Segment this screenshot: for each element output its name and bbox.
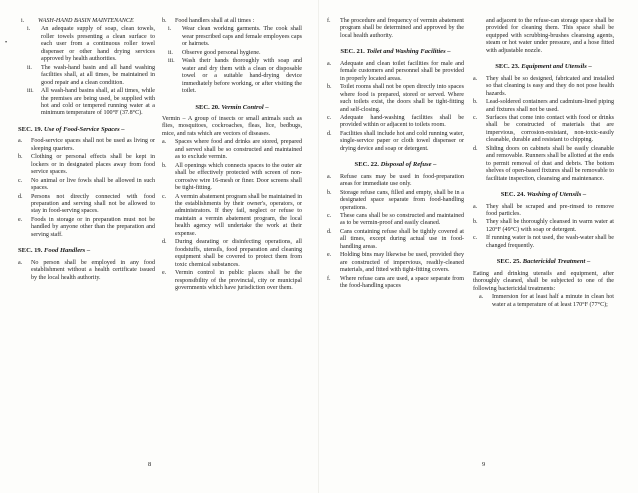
list-item	[18, 26, 155, 63]
section-number: SEC. 19.	[18, 125, 43, 133]
list-item	[327, 213, 464, 228]
section-heading-sec25	[473, 258, 614, 265]
item-marker: iii.	[27, 88, 34, 95]
list-item	[18, 260, 155, 282]
left-page-column-2	[162, 18, 302, 293]
item-text: Storage refuse cans, filled and empty, shall be in a designated space separate from food-handling operations.	[340, 189, 464, 211]
section-heading-sec19-food-handlers	[18, 247, 155, 254]
item-text: Persons not directly connected with food preparation and serving shall not be allowed to stay in food-serving spaces.	[31, 193, 155, 215]
list-item	[473, 115, 614, 145]
list-item	[473, 219, 614, 234]
list-item	[473, 76, 614, 98]
item-marker: a.	[479, 294, 484, 301]
list-item	[327, 252, 464, 274]
section-heading-sec19	[18, 126, 155, 133]
list-item	[162, 270, 302, 292]
list-item	[162, 163, 302, 193]
item-text: An adequate supply of soap, clean towels, roller towels presenting a clean surface to each user from a continuous roller towel dispenser or other hand drying services approved by health authorities.	[41, 26, 155, 63]
item-marker: iii.	[168, 58, 175, 65]
list-item	[473, 235, 614, 250]
section-number: SEC. 22.	[354, 161, 379, 169]
list-item	[327, 131, 464, 153]
item-marker: c.	[327, 212, 332, 219]
wash-hand-items	[18, 26, 155, 117]
item-text: Cans containing refuse shall be tightly covered at all times, except during actual use in food-handling areas.	[340, 228, 464, 250]
item-marker: f.	[327, 18, 331, 24]
item-text: Where refuse cans are used, a space separate from the food-handling spaces	[340, 275, 464, 290]
item-text: Lead-soldered containers and cadmium-lined piping and fixtures shall not be used.	[486, 99, 614, 113]
section-intro: Eating and drinking utensils and equipment, after thoroughly cleaned, shall be subjected to one of the following bactericidal treatments:	[473, 270, 614, 292]
list-item	[327, 190, 464, 212]
left-page-column-1	[18, 18, 155, 283]
page-number: 9	[482, 461, 486, 468]
item-text: All openings which connects spaces to the outer air shall be effectively protected with screen of non-corrosive wire 16-mesh or finer. Door screens shall be tight-fitting.	[175, 162, 302, 192]
list-item	[327, 61, 464, 83]
page-gutter	[318, 0, 319, 493]
item-marker: e.	[18, 216, 23, 223]
section-title: WASH-HAND BASIN MAINTENANCE	[38, 18, 134, 24]
section-title: Bactericidal Treatment –	[522, 258, 591, 266]
item-text: No animal or live fowls shall be allowed in such spaces.	[31, 177, 155, 192]
wash-hand-section	[18, 18, 155, 25]
list-item	[327, 174, 464, 189]
list-item	[327, 84, 464, 114]
item-text: Holding bins may likewise be used, provided they are constructed of impervious, readily-cleaned materials, and fitted with tight-fitting covers.	[340, 252, 464, 274]
item-marker: a.	[18, 259, 23, 266]
item-text: The procedure and frequency of vermin abatement program shall be determined and approved by the local health authority.	[340, 18, 464, 39]
list-item	[18, 178, 155, 193]
item-marker: b.	[327, 84, 332, 91]
section-number: SEC. 21.	[340, 48, 365, 56]
item-marker: b.	[473, 99, 478, 106]
item-marker: d.	[327, 228, 332, 235]
item-marker: a.	[473, 75, 478, 82]
right-page-column-2	[473, 18, 614, 310]
list-item	[327, 115, 464, 130]
list-item	[18, 154, 155, 176]
item-marker: b.	[162, 162, 167, 169]
list-item	[162, 50, 302, 57]
item-marker: a.	[327, 173, 332, 180]
item-text: They shall be scraped and pre-rinsed to remove food particles.	[486, 203, 614, 217]
list-item	[473, 146, 614, 183]
item-text: All wash-hand basins shall, at all times, while the premises are being used, be supplied with hot and cold or tempered running water at a minimum temperature of 100°F (37.8°C).	[41, 88, 155, 117]
food-handlers-block	[162, 18, 302, 25]
item-marker: ii.	[27, 64, 32, 71]
section-heading-sec23	[473, 63, 614, 70]
item-marker: ii.	[168, 49, 173, 56]
item-text: Observe good personal hygiene.	[182, 49, 261, 56]
item-marker: e.	[327, 252, 332, 259]
item-marker: a.	[327, 60, 332, 67]
item-marker: d.	[18, 193, 23, 200]
section-number: SEC. 20.	[195, 103, 220, 111]
item-marker: c.	[473, 235, 478, 242]
item-text: Adequate hand-washing facilities shall be provided within or adjacent to toilets room.	[340, 114, 464, 129]
section-title: Vermin Control –	[221, 103, 269, 111]
item-marker: c.	[18, 177, 23, 184]
list-item	[18, 194, 155, 216]
list-item	[18, 138, 155, 153]
item-text: Immersion for at least half a minute in clean hot water at a temperature of at least 170°F (77°C);	[492, 294, 614, 308]
section-number: SEC. 25.	[496, 258, 522, 266]
item-marker: a.	[162, 139, 167, 146]
section-number: SEC. 23.	[495, 63, 520, 71]
item-marker: d.	[327, 130, 332, 137]
item-text: Clothing or personal effects shall be kept in lockers or in designated places away from food service spaces.	[31, 154, 155, 176]
section-title: Disposal of Refuse –	[380, 161, 437, 169]
continuation-text: and adjacent to the refuse-can storage space shall be provided for cleaning them. This space shall be equipped with scrubbing-brushes cleansing agents, steam or hot water under pressure, and a hose fitted with adjustable nozzle.	[486, 18, 614, 54]
item-marker: d.	[162, 239, 167, 246]
item-text: Food-service spaces shall not be used as living or sleeping quarters.	[31, 138, 155, 152]
item-marker: a.	[18, 138, 23, 145]
list-item	[327, 229, 464, 251]
item-marker: e.	[162, 270, 167, 277]
item-marker: b.	[18, 154, 23, 161]
item-text: Refuse cans may be used in food-preparation areas for immediate use only.	[340, 173, 464, 188]
item-text: Toilet rooms shall not be open directly into spaces where food is prepared, stored or served. Where such toilets exist, the doors shall be tight-fitting and self-closing.	[340, 84, 464, 113]
item-marker: i.	[168, 26, 172, 33]
section-heading-sec22	[327, 161, 464, 168]
item-marker: i.	[21, 18, 25, 24]
section-title: Washing of Utensils –	[526, 191, 587, 199]
item-text: Spaces where food and drinks are stored, prepared and served shall be so constructed and maintained as to exclude vermin.	[175, 139, 302, 161]
vermin-definition: Vermin – A group of insects or small animals such as flies, mosquitoes, cockroaches, fleas, lice, bedbugs, mice, and rats which are vectors of diseases.	[162, 115, 302, 137]
item-text: No person shall be employed in any food establishment without a health certificate issued by the local health authority.	[31, 259, 155, 281]
item-marker: c.	[327, 114, 332, 121]
item-text: The wash-hand basin and all hand washing facilities shall, at all times, be maintained in good repair and a clean condition.	[41, 64, 155, 86]
list-item	[18, 65, 155, 87]
right-page-column-1	[327, 18, 464, 292]
item-marker: c.	[162, 193, 167, 200]
list-item	[473, 294, 614, 309]
list-item	[18, 217, 155, 239]
list-item	[162, 139, 302, 161]
page-number: 8	[148, 461, 152, 468]
list-item	[18, 88, 155, 118]
list-item	[327, 276, 464, 291]
section-number: SEC. 19.	[18, 247, 43, 255]
item-marker: b.	[327, 189, 332, 196]
list-item	[473, 99, 614, 114]
list-item	[162, 26, 302, 48]
list-item	[162, 239, 302, 269]
item-text: Facilities shall include hot and cold running water, single-service paper or cloth towel dispenser or drying device and soap or detergent.	[340, 130, 464, 152]
list-item	[162, 194, 302, 239]
item-marker: i.	[27, 26, 31, 33]
item-marker: d.	[473, 145, 478, 152]
item-marker: c.	[473, 114, 478, 121]
item-text: If running water is not used, the wash-water shall be changed frequently.	[486, 235, 614, 249]
section-heading-sec20	[162, 104, 302, 111]
section-title: Equipment and Utensils –	[521, 63, 592, 71]
item-text: Adequate and clean toilet facilities for male and female customers and personnel shall be provided in properly located areas.	[340, 60, 464, 82]
item-text: A vermin abatement program shall be maintained in the establishments by their owner's, operators, or administrators. If they fail, neglect or refuse to maintain a vermin abatement program, the local health agency will undertake the work at their expense.	[175, 193, 302, 237]
item-marker: b.	[162, 18, 167, 24]
item-text: Surfaces that come into contact with food or drinks shall be constructed of materials that are impervious, corrosion-resistant, non-toxic-easily cleanable, durable and resistant to chipping.	[486, 114, 614, 144]
item-text: Food handlers shall at all times :	[175, 18, 255, 24]
section-heading-sec21	[327, 48, 464, 55]
item-marker: a.	[473, 203, 478, 210]
margin-mark: •	[5, 40, 8, 46]
section-number: SEC. 24.	[500, 191, 526, 199]
item-text: These cans shall be so constructed and maintained as to be vermin-proof and easily cleaned.	[340, 212, 464, 227]
item-text: They shall be thoroughly cleansed in warm water at 120°F (49°C) with soap or detergent.	[486, 219, 614, 233]
list-item	[162, 58, 302, 95]
section-title: Use of Food-Service Spaces –	[44, 125, 125, 133]
section-heading-sec24	[473, 191, 614, 198]
section-title: Toilet and Washing Facilities –	[366, 48, 451, 56]
item-text: Foods in storage or in preparation must not be handled by anyone other than the preparation and serving staff.	[31, 216, 155, 238]
list-item	[327, 18, 464, 40]
section-title: Food Handlers –	[44, 247, 91, 255]
item-marker: f.	[327, 275, 331, 282]
item-text: Wash their hands thoroughly with soap and water and dry them with a clean or disposable towel or a suitable hand-drying device immediately before working, or after visiting the toilet.	[182, 58, 302, 95]
item-text: Vermin control in public places shall be the responsibility of the provincial, city or municipal governments which have jurisdiction over them.	[175, 270, 302, 291]
item-text: Sliding doors on cabinets shall be easily cleanable and removable. Runners shall be allotted at the ends to permit removal of dust and debris. The bottom shelves of open-based fixtures shall be removable to facilitate inspection, cleansing and maintenance.	[486, 145, 614, 182]
item-text: They shall be so designed, fabricated and installed so that cleaning is easy and they do not pose health hazards.	[486, 75, 614, 97]
list-item	[473, 204, 614, 219]
item-marker: b.	[473, 219, 478, 226]
item-text: During dearating or disinfecting operations, all foodstuffs, utensils, food preparation and cleaning equipment shall be covered to protect them from toxic chemical substances.	[175, 239, 302, 268]
item-text: Wear clean working garments. The cook shall wear prescribed caps and female employees caps or hairnets.	[182, 26, 302, 48]
